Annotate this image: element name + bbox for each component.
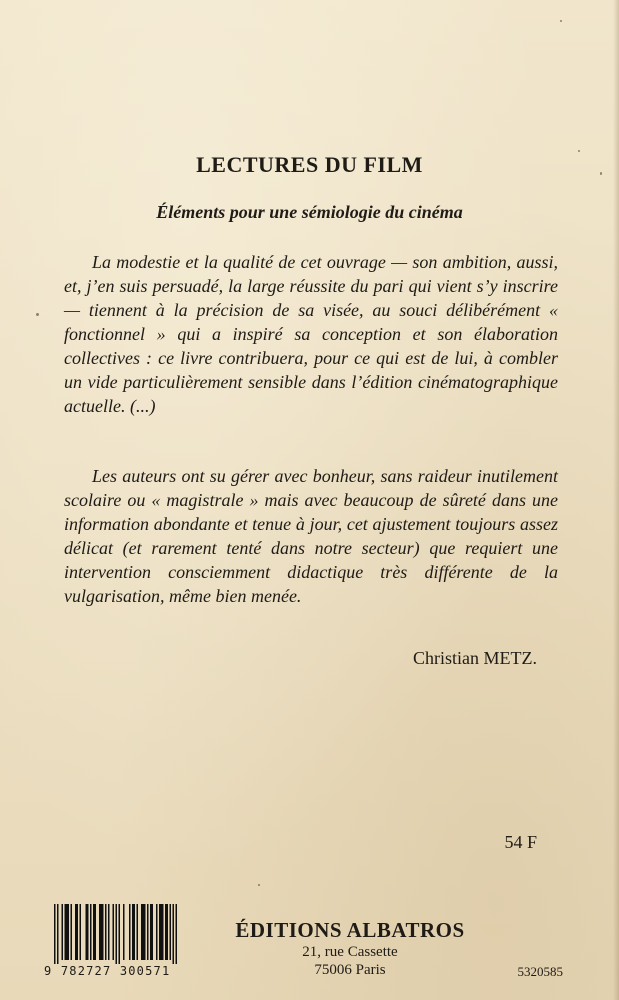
barcode-bar (116, 904, 118, 964)
barcode-bar (99, 904, 104, 960)
barcode-bar (108, 904, 110, 960)
paper-speck (36, 313, 39, 316)
paper-speck (560, 20, 562, 22)
barcode-bar (71, 904, 73, 960)
barcode-bar (141, 904, 146, 960)
barcode-bar (159, 904, 164, 960)
barcode-bar (150, 904, 153, 960)
publisher-address-street: 21, rue Cassette (302, 944, 398, 960)
barcode-bar (75, 904, 78, 960)
author-signature: Christian METZ. (413, 648, 537, 668)
price-label: 54 F (504, 832, 537, 852)
barcode-bar (156, 904, 158, 960)
book-subtitle: Éléments pour une sémiologie du cinéma (156, 202, 463, 222)
barcode-bar (80, 904, 82, 960)
publisher-name: ÉDITIONS ALBATROS (235, 918, 465, 942)
barcode-bar (147, 904, 149, 960)
blurb-paragraph-2: Les auteurs ont su gérer avec bonheur, sans raideur inutilement scolaire ou « magistrale » mais avec beaucoup de sûreté dans une information abondante et tenue à jour, cet ajustement toujours assez délicat (et rarement tenté dans notre secteur) que requiert une intervention consciemment didactique très différente de la vulgarisation, même bien menée. (64, 466, 558, 606)
barcode-bar (113, 904, 115, 960)
barcode-bar (119, 904, 121, 964)
book-title: LECTURES DU FILM (196, 152, 423, 177)
barcode-bar (86, 904, 89, 960)
barcode-bar (176, 904, 178, 964)
reference-code: 5320585 (517, 964, 563, 979)
barcode-icon (54, 904, 196, 964)
barcode-bar (173, 904, 175, 964)
isbn-barcode (44, 904, 204, 980)
barcode-bar (129, 904, 131, 960)
barcode-bar (62, 904, 64, 960)
barcode-bar (93, 904, 96, 960)
barcode-bar (54, 904, 56, 964)
barcode-bar (137, 904, 139, 960)
cover-edge-shadow (613, 0, 619, 1000)
barcode-bar (165, 904, 168, 960)
publisher-address-city: 75006 Paris (314, 962, 386, 978)
barcode-bar (105, 904, 107, 960)
paper-speck (258, 884, 260, 886)
barcode-bar (65, 904, 70, 960)
barcode-bar (123, 904, 125, 960)
barcode-bar (132, 904, 135, 960)
barcode-bar (57, 904, 59, 964)
blurb-paragraph-1: La modestie et la qualité de cet ouvrage — son ambition, aussi, et, j’en suis persuadé, la large réussite du pari qui vient s’y inscrire — tiennent à la précision de sa visée, au souci délibérément « fonctionnel » qui a inspiré sa conception et son élaboration collectives : ce livre contribuera, pour ce qui est de lui, à combler un vide particulièrement sensible dans l’édition cinématographique actuelle. (...) (64, 252, 558, 416)
isbn-number: 9 782727 300571 (44, 964, 171, 978)
barcode-bar (90, 904, 92, 960)
barcode-bar (170, 904, 172, 960)
